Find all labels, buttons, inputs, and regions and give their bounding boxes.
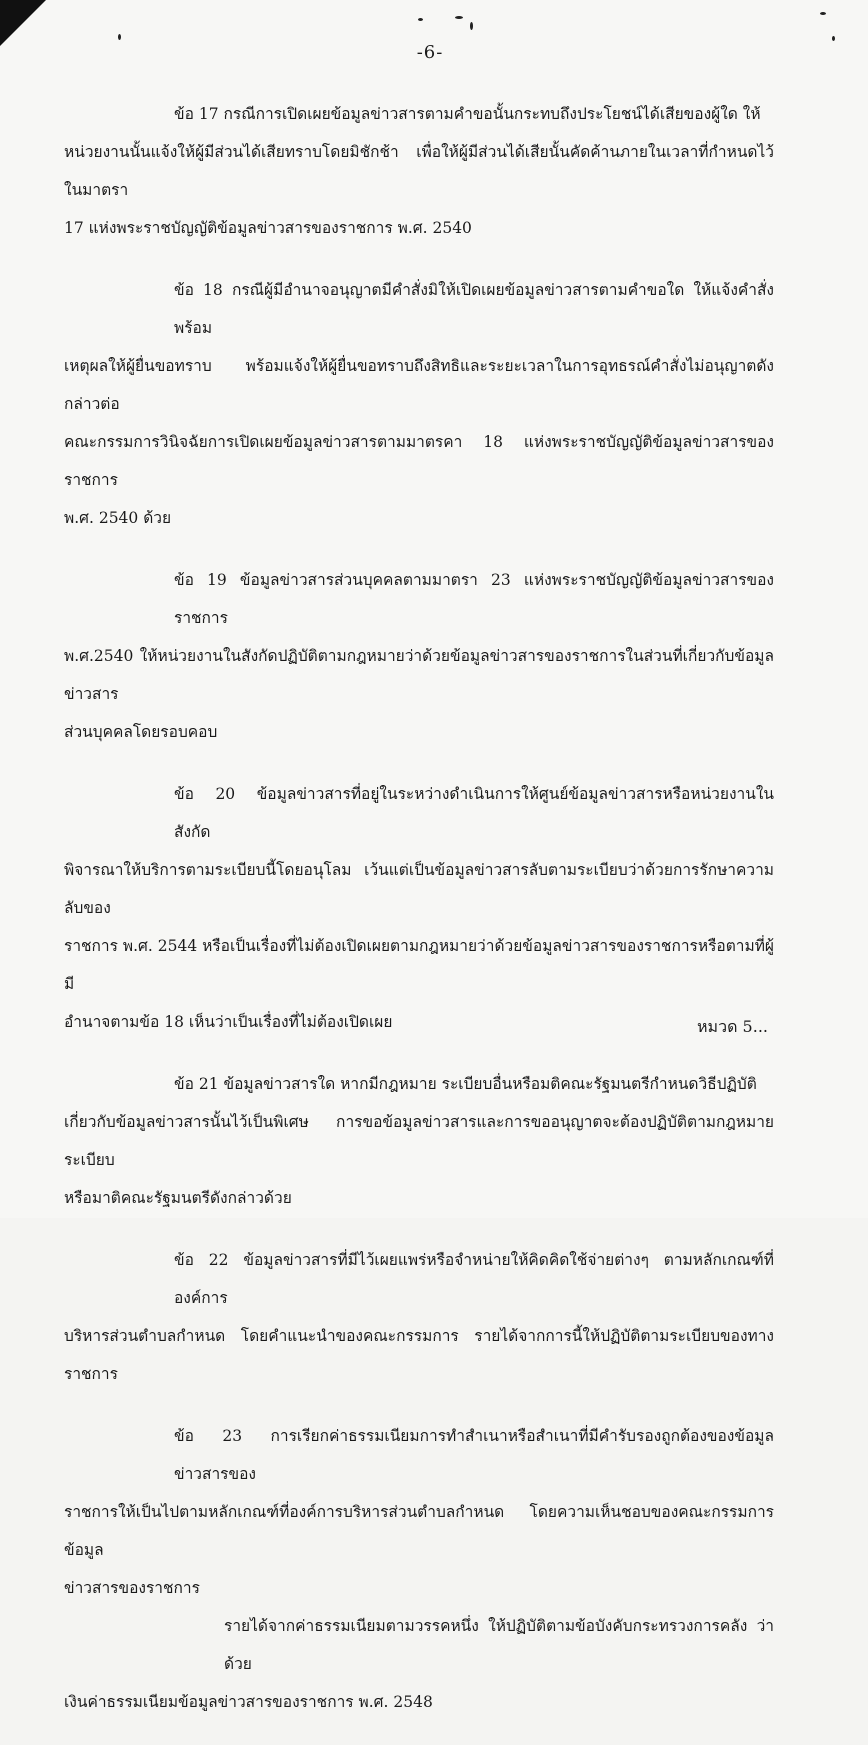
clause-23 — [64, 1417, 774, 1721]
clause-line: อำนาจตามข้อ 18 เห็นว่าเป็นเรื่องที่ไม่ต้องเปิดเผย — [64, 1013, 393, 1031]
clause-line: หน่วยงานนั้นแจ้งให้ผู้มีส่วนได้เสียทราบโดยมิชักช้า เพื่อให้ผู้มีส่วนได้เสียนั้นคัดค้านภายในเวลาที่กำหนดไว้ในมาตรา — [64, 143, 774, 199]
scan-speck — [470, 22, 473, 30]
clause-line: เงินค่าธรรมเนียมข้อมูลข่าวสารของราชการ พ.ศ. 2548 — [64, 1693, 433, 1711]
clause-line: ข้อ 17 กรณีการเปิดเผยข้อมูลข่าวสารตามคำขอนั้นกระทบถึงประโยชน์ได้เสียของผู้ใด ให้ — [174, 105, 761, 123]
scan-speck — [118, 34, 121, 40]
clause-line: ข้อ 20 ข้อมูลข่าวสารที่อยู่ในระหว่างดำเนินการให้ศูนย์ข้อมูลข่าวสารหรือหน่วยงานในสังกัด — [174, 785, 774, 841]
clause-line: พิจารณาให้บริการตามระเบียบนี้โดยอนุโลม เว้นแต่เป็นข้อมูลข่าวสารลับตามระเบียบว่าด้วยการรักษาความลับของ — [64, 861, 774, 917]
clause-18 — [64, 271, 774, 537]
scan-corner-mark — [0, 0, 46, 46]
document-body — [64, 95, 774, 1745]
scan-speck — [832, 36, 835, 41]
scan-speck — [418, 18, 423, 21]
clause-line: เกี่ยวกับข้อมูลข่าวสารนั้นไว้เป็นพิเศษ การขอข้อมูลข่าวสารและการขออนุญาตจะต้องปฏิบัติตามกฎหมาย ระเบียบ — [64, 1113, 774, 1169]
next-section-marker: หมวด 5... — [697, 1017, 768, 1036]
clause-line: ส่วนบุคคลโดยรอบคอบ — [64, 723, 218, 741]
clause-20 — [64, 775, 774, 1041]
scan-speck — [820, 12, 826, 15]
clause-line: ข้อ 23 การเรียกค่าธรรมเนียมการทำสำเนาหรือสำเนาที่มีคำรับรองถูกต้องของข้อมูลข่าวสารของ — [174, 1427, 774, 1483]
clause-line: ราชการ พ.ศ. 2544 หรือเป็นเรื่องที่ไม่ต้องเปิดเผยตามกฎหมายว่าด้วยข้อมูลข่าวสารของราชการหรือตามที่ผู้มี — [64, 937, 774, 993]
clause-line: บริหารส่วนตำบลกำหนด โดยคำแนะนำของคณะกรรมการ รายได้จากการนี้ให้ปฏิบัติตามระเบียบของทางราชการ — [64, 1327, 774, 1383]
clause-line: ข่าวสารของราชการ — [64, 1579, 200, 1597]
clause-line: พ.ศ.2540 ให้หน่วยงานในสังกัดปฏิบัติตามกฎหมายว่าด้วยข้อมูลข่าวสารของราชการในส่วนที่เกี่ยวกับข้อมูลข่าวสาร — [64, 647, 774, 703]
clause-line: ข้อ 22 ข้อมูลข่าวสารที่มีไว้เผยแพร่หรือจำหน่ายให้คิดคิดใช้จ่ายต่างๆ ตามหลักเกณฑ์ที่องค์การ — [174, 1251, 774, 1307]
clause-17 — [64, 95, 774, 247]
clause-line: คณะกรรมการวินิจฉัยการเปิดเผยข้อมูลข่าวสารตามมาตรคา 18 แห่งพระราชบัญญัติข้อมูลข่าวสารของราชการ — [64, 433, 774, 489]
scan-speck — [455, 16, 463, 19]
clause-line: พ.ศ. 2540 ด้วย — [64, 509, 172, 527]
clause-line: ข้อ 21 ข้อมูลข่าวสารใด หากมีกฎหมาย ระเบียบอื่นหรือมติคณะรัฐมนตรีกำหนดวิธีปฏิบัติ — [174, 1075, 757, 1093]
clause-line: หรือมาติคณะรัฐมนตรีดังกล่าวด้วย — [64, 1189, 292, 1207]
clause-line: ข้อ 18 กรณีผู้มีอำนาจอนุญาตมีคำสั่งมิให้เปิดเผยข้อมูลข่าวสารตามคำขอใด ให้แจ้งคำสั่งพร้อม — [174, 281, 774, 337]
clause-line: รายได้จากค่าธรรมเนียมตามวรรคหนึ่ง ให้ปฏิบัติตามข้อบังคับกระทรวงการคลัง ว่าด้วย — [224, 1617, 774, 1673]
clause-line: ข้อ 19 ข้อมูลข่าวสารส่วนบุคคลตามมาตรา 23 แห่งพระราชบัญญัติข้อมูลข่าวสารของราชการ — [174, 571, 774, 627]
clause-line: ราชการให้เป็นไปตามหลักเกณฑ์ที่องค์การบริหารส่วนตำบลกำหนด โดยความเห็นชอบของคณะกรรมการข้อมูล — [64, 1503, 774, 1559]
page-number: -6- — [416, 42, 444, 63]
clause-21 — [64, 1065, 774, 1217]
clause-line: เหตุผลให้ผู้ยื่นขอทราบ พร้อมแจ้งให้ผู้ยื่นขอทราบถึงสิทธิและระยะเวลาในการอุทธรณ์คำสั่งไม่อนุญาตดังกล่าวต่อ — [64, 357, 774, 413]
clause-19 — [64, 561, 774, 751]
clause-line: 17 แห่งพระราชบัญญัติข้อมูลข่าวสารของราชการ พ.ศ. 2540 — [64, 219, 472, 237]
clause-22 — [64, 1241, 774, 1393]
